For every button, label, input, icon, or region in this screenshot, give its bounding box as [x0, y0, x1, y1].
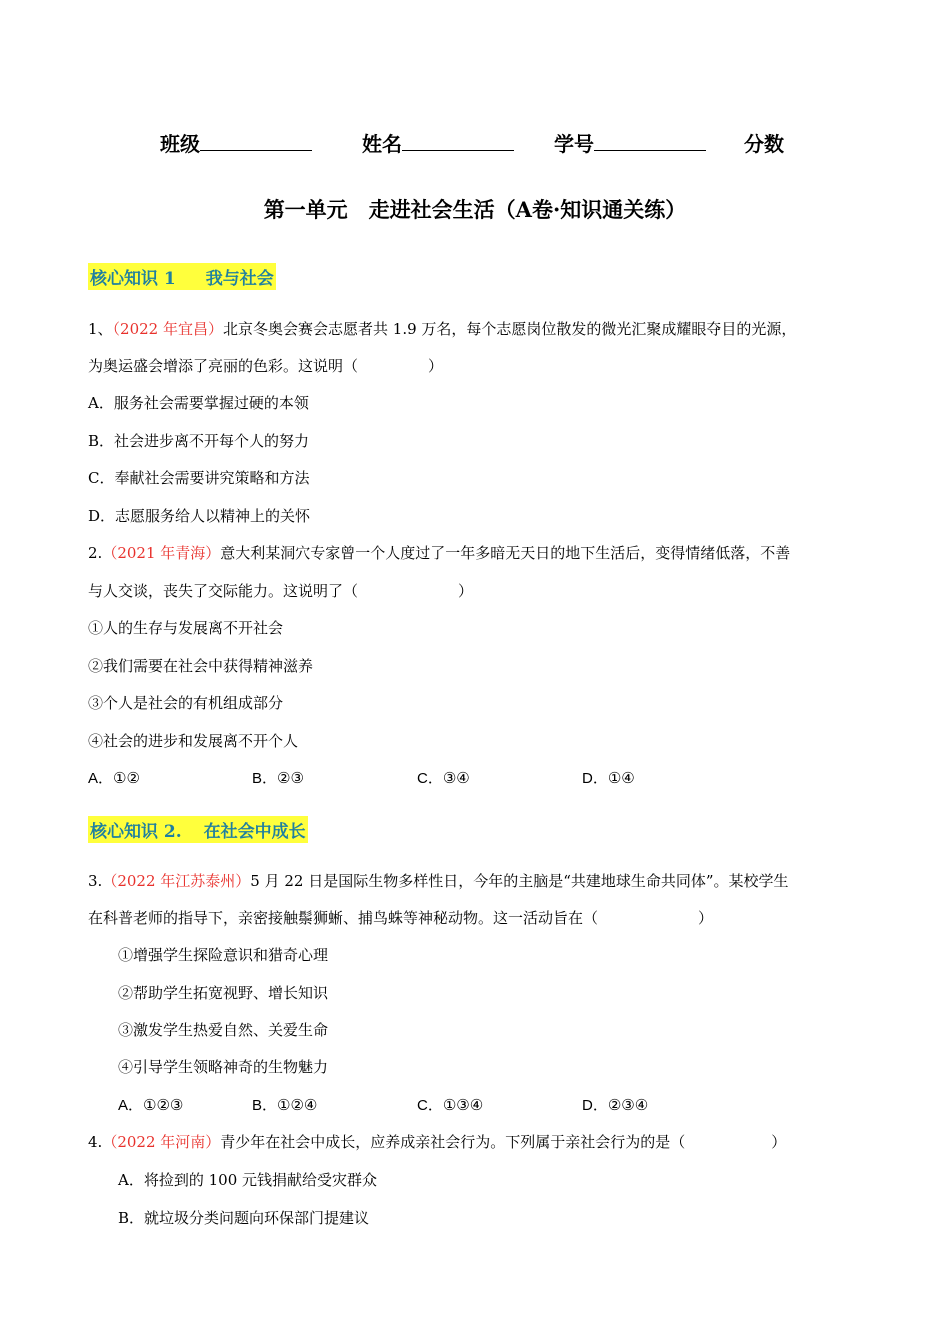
- question-3-item-2: ②帮助学生拓宽视野、增长知识: [118, 984, 329, 1002]
- section-heading-1: [88, 263, 276, 290]
- section-1-topic: 我与社会: [205, 269, 274, 289]
- question-stem-end: ）: [771, 1133, 787, 1151]
- question-number: 3.: [88, 872, 103, 890]
- question-stem: 意大利某洞穴专家曾一个人度过了一年多暗无天日的地下生活后，变得情绪低落，不善: [220, 544, 791, 562]
- student-id-blank[interactable]: [594, 130, 706, 151]
- question-1-option-a[interactable]: A．服务社会需要掌握过硬的本领: [88, 394, 309, 412]
- student-id-field[interactable]: [554, 128, 706, 157]
- question-1-line-1: [88, 319, 796, 339]
- question-3-line-1: [88, 871, 789, 891]
- question-3-item-1: ①增强学生探险意识和猎奇心理: [118, 946, 329, 964]
- question-3-choice-a[interactable]: A．①②③: [118, 1097, 184, 1114]
- question-4-line-1: [88, 1132, 786, 1152]
- question-2-item-2: ②我们需要在社会中获得精神滋养: [88, 657, 314, 675]
- question-2-choice-b[interactable]: B．②③: [252, 770, 304, 787]
- question-2-choice-c[interactable]: C．③④: [417, 770, 470, 787]
- question-4-option-b[interactable]: B．就垃圾分类问题向环保部门提建议: [118, 1209, 370, 1227]
- question-2-item-4: ④社会的进步和发展离不开个人: [88, 732, 299, 750]
- question-3-choice-c[interactable]: C．①③④: [417, 1097, 484, 1114]
- question-stem-end: ）: [428, 357, 444, 375]
- question-number: 2.: [88, 544, 103, 562]
- score-field: [744, 128, 784, 157]
- question-stem: 为奥运盛会增添了亮丽的色彩。这说明（: [88, 357, 359, 375]
- question-2-item-3: ③个人是社会的有机组成部分: [88, 694, 284, 712]
- question-3-line-2: [88, 908, 713, 928]
- section-2-topic: 在社会中成长: [203, 822, 306, 842]
- question-number: 4.: [88, 1133, 103, 1151]
- question-stem: 在科普老师的指导下，亲密接触鬃狮蜥、捕鸟蛛等神秘动物。这一活动旨在（: [88, 909, 599, 927]
- name-label: 姓名: [362, 132, 402, 156]
- section-2-label: 核心知识 2.: [90, 822, 182, 842]
- question-3-item-4: ④引导学生领略神奇的生物魅力: [118, 1058, 329, 1076]
- question-source: （2022 年江苏泰州）: [102, 872, 251, 890]
- question-4-option-a[interactable]: A．将捡到的 100 元钱捐献给受灾群众: [118, 1171, 378, 1189]
- question-2-choice-d[interactable]: D．①④: [582, 770, 635, 787]
- question-source: （2022 年河南）: [102, 1133, 221, 1151]
- question-2-line-1: [88, 543, 790, 563]
- question-2-choice-a[interactable]: A．①②: [88, 770, 140, 787]
- question-1-option-d[interactable]: D．志愿服务给人以精神上的关怀: [88, 507, 311, 525]
- question-source: （2022 年宜昌）: [112, 320, 223, 338]
- question-stem: 北京冬奥会赛会志愿者共 1.9 万名，每个志愿岗位散发的微光汇聚成耀眼夺目的光源，: [223, 320, 797, 338]
- question-3-choice-d[interactable]: D．②③④: [582, 1097, 649, 1114]
- question-stem: 5 月 22 日是国际生物多样性日，今年的主脑是“共建地球生命共同体”。某校学生: [250, 872, 789, 890]
- section-1-label: 核心知识 1: [90, 269, 176, 289]
- question-1-line-2: [88, 356, 443, 376]
- question-source: （2021 年青海）: [102, 544, 221, 562]
- question-2-item-1: ①人的生存与发展离不开社会: [88, 619, 284, 637]
- question-3-item-3: ③激发学生热爱自然、关爱生命: [118, 1021, 329, 1039]
- question-2-line-2: [88, 581, 473, 601]
- class-label: 班级: [160, 132, 200, 156]
- student-info-header: [160, 128, 800, 158]
- page-title: 第一单元 走进社会生活（A卷·知识通关练）: [263, 197, 687, 222]
- question-3-choice-b[interactable]: B．①②④: [252, 1097, 318, 1114]
- student-id-label: 学号: [554, 132, 594, 156]
- question-stem: 青少年在社会中成长，应养成亲社会行为。下列属于亲社会行为的是（: [220, 1133, 686, 1151]
- question-1-option-c[interactable]: C．奉献社会需要讲究策略和方法: [88, 469, 310, 487]
- question-number: 1、: [88, 320, 113, 338]
- question-1-option-b[interactable]: B．社会进步离不开每个人的努力: [88, 432, 310, 450]
- score-label: 分数: [744, 132, 784, 156]
- question-stem-end: ）: [458, 582, 474, 600]
- class-field[interactable]: [160, 128, 312, 157]
- name-field[interactable]: [362, 128, 514, 157]
- section-heading-2: [88, 816, 308, 843]
- question-stem-end: ）: [698, 909, 714, 927]
- name-blank[interactable]: [402, 130, 514, 151]
- class-blank[interactable]: [200, 130, 312, 151]
- question-stem: 与人交谈，丧失了交际能力。这说明了（: [88, 582, 359, 600]
